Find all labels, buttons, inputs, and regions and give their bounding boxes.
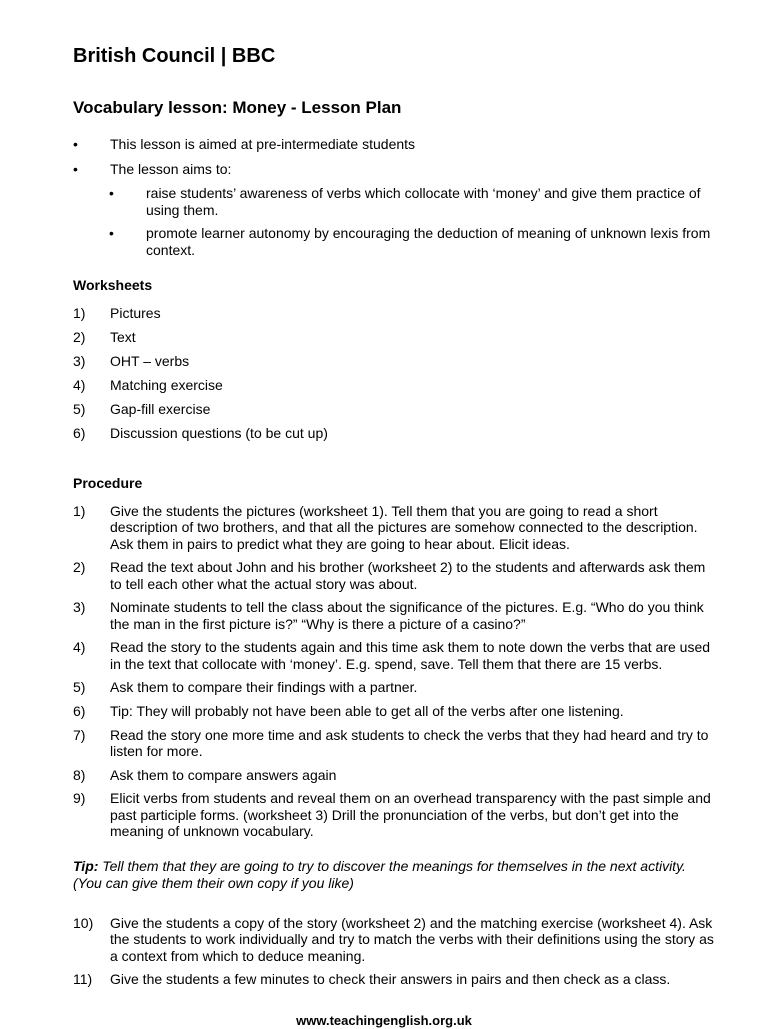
step-text: Read the text about John and his brother (worksheet 2) to the students and afterwards ask them to tell each other what the actual story was about. <box>110 559 706 592</box>
intro-bullet-text: The lesson aims to: <box>110 160 232 177</box>
procedure-step <box>73 703 718 719</box>
step-number: 10) <box>73 915 94 931</box>
intro-bullet-item <box>73 136 713 153</box>
worksheet-item <box>73 305 718 321</box>
step-number: 5) <box>73 679 86 696</box>
step-text: Read the story to the students again and this time ask them to note down the verbs that are used in the text that collocate with ‘money’. E.g. spend, save. Tell them that there are 15 verbs. <box>110 639 711 672</box>
step-number: 4) <box>73 639 86 656</box>
step-number: 1) <box>73 503 86 519</box>
step-number: 7) <box>73 726 86 743</box>
step-text: Ask them to compare answers again <box>110 766 337 783</box>
aim-item <box>73 225 713 258</box>
worksheets-heading: Worksheets <box>73 277 153 293</box>
step-text: Elicit verbs from students and reveal them on an overhead transparency with the past simple and past participle forms. (worksheet 3) Drill the pronunciation of the verbs, but don’t get into the meaning of unknown vocabulary. <box>110 790 711 839</box>
worksheet-number: 4) <box>73 376 86 393</box>
procedure-step <box>73 790 718 839</box>
worksheet-text: Matching exercise <box>110 376 223 393</box>
step-number: 8) <box>73 766 86 783</box>
lesson-title: Vocabulary lesson: Money - Lesson Plan <box>73 98 402 117</box>
procedure-step <box>73 559 718 592</box>
step-text: Nominate students to tell the class about the significance of the pictures. E.g. “Who do you think the man in the first picture is?” “Why is there a picture of a casino?” <box>110 599 704 632</box>
worksheet-number: 3) <box>73 352 86 369</box>
procedure-step <box>73 679 718 695</box>
step-number: 2) <box>73 559 86 576</box>
intro-bullet-text: This lesson is aimed at pre-intermediate students <box>110 136 416 152</box>
worksheet-number: 1) <box>73 305 86 321</box>
tip-label: Tip: <box>73 858 99 874</box>
worksheet-item <box>73 329 718 345</box>
tip-text: Tell them that they are going to try to discover the meanings for themselves in the next activity. (You can give them their own copy if you like) <box>73 858 686 891</box>
worksheet-text: OHT – verbs <box>110 352 190 369</box>
worksheet-number: 6) <box>73 424 86 441</box>
aim-text: promote learner autonomy by encouraging the deduction of meaning of unknown lexis from context. <box>146 225 711 258</box>
worksheet-number: 5) <box>73 400 86 417</box>
step-number: 6) <box>73 702 86 719</box>
step-text: Ask them to compare their findings with a partner. <box>110 679 418 696</box>
aim-item <box>73 185 713 218</box>
procedure-step <box>73 503 718 552</box>
worksheet-text: Text <box>110 328 136 345</box>
step-number: 9) <box>73 790 86 807</box>
footer-url: www.teachingenglish.org.uk <box>296 1013 472 1028</box>
step-text: Give the students a copy of the story (worksheet 2) and the matching exercise (worksheet 4). Ask the students to work individually and try to match the verbs with their definitions using the story as a context from which to deduce meaning. <box>110 915 714 964</box>
worksheets-list <box>73 305 718 441</box>
step-text: Tip: They will probably not have been able to get all of the verbs after one listening. <box>110 702 624 719</box>
bullet-icon: • <box>73 136 78 152</box>
worksheet-text: Gap-fill exercise <box>110 400 211 417</box>
worksheet-item <box>73 377 718 393</box>
procedure-step <box>73 767 718 783</box>
org-header: British Council | BBC <box>73 45 276 67</box>
aim-text: raise students’ awareness of verbs which collocate with ‘money’ and give them practice of using them. <box>146 185 701 218</box>
procedure-steps-continued <box>73 915 718 988</box>
worksheet-text: Discussion questions (to be cut up) <box>110 424 328 441</box>
worksheet-item <box>73 401 718 417</box>
procedure-step <box>73 639 718 672</box>
bullet-icon: • <box>73 160 78 177</box>
step-number: 11) <box>73 971 93 988</box>
worksheet-item <box>73 353 718 369</box>
bullet-icon: • <box>109 225 114 241</box>
step-text: Read the story one more time and ask students to check the verbs that they had heard and try to listen for more. <box>110 726 709 759</box>
step-number: 3) <box>73 599 86 616</box>
worksheet-text: Pictures <box>110 305 161 321</box>
intro-bullets <box>73 136 713 265</box>
procedure-step <box>73 915 718 964</box>
worksheet-number: 2) <box>73 328 86 345</box>
step-text: Give the students a few minutes to check their answers in pairs and then check as a class. <box>110 971 671 988</box>
procedure-steps <box>73 503 718 839</box>
procedure-heading: Procedure <box>73 475 143 491</box>
procedure-step <box>73 727 718 760</box>
intro-bullet-item <box>73 161 713 178</box>
procedure-step <box>73 971 718 987</box>
bullet-icon: • <box>109 185 114 201</box>
tip-note <box>73 858 713 891</box>
worksheet-item <box>73 425 718 441</box>
step-text: Give the students the pictures (worksheet 1). Tell them that you are going to read a short description of two brothers, and that all the pictures are somehow connected to the description. Ask them in pairs to predict what they are going to hear about. Elicit ideas. <box>110 503 698 552</box>
procedure-step <box>73 599 718 632</box>
